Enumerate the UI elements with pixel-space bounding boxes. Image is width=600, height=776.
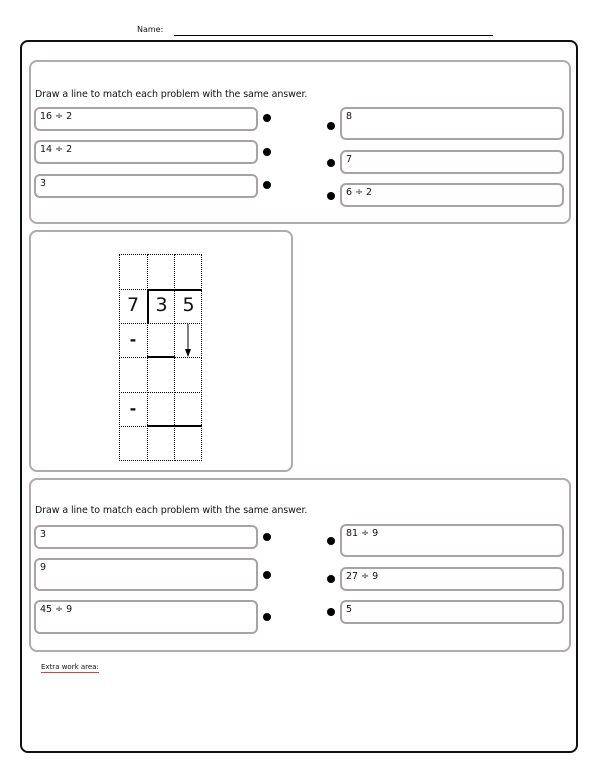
dividend-digit-2: 5 — [182, 294, 195, 316]
grid-cell[interactable] — [174, 254, 202, 290]
answer-box-right-4: 81 ÷ 9 — [340, 524, 564, 557]
left-match-dot-4[interactable] — [263, 533, 271, 541]
subtract-sign-2: - — [129, 399, 137, 418]
left-match-dot-3[interactable] — [263, 181, 271, 189]
grid-cell[interactable] — [119, 357, 148, 393]
dividend-digit-1: 3 — [155, 294, 168, 316]
answer-box-right-1: 8 — [340, 107, 564, 140]
divisor: 7 — [126, 294, 140, 316]
problem-box-left-6: 45 ÷ 9 — [34, 600, 258, 634]
grid-cell[interactable] — [174, 357, 202, 393]
right-match-dot-3[interactable] — [327, 192, 335, 200]
grid-cell[interactable] — [174, 392, 202, 427]
problem-box-left-4: 3 — [34, 525, 258, 549]
bring-down-arrow-icon — [182, 323, 194, 359]
grid-cell[interactable] — [147, 357, 175, 393]
grid-cell[interactable] — [174, 426, 202, 461]
extra-work-area-label: Extra work area: — [41, 663, 99, 671]
problem-box-left-5: 9 — [34, 558, 258, 591]
problem-box-left-2: 14 ÷ 2 — [34, 140, 258, 164]
name-input-line[interactable] — [174, 35, 493, 36]
subtraction-line-1 — [147, 356, 175, 358]
answer-box-right-5: 27 ÷ 9 — [340, 567, 564, 591]
right-match-dot-2[interactable] — [327, 159, 335, 167]
grid-cell[interactable] — [119, 426, 148, 461]
left-match-dot-6[interactable] — [263, 613, 271, 621]
name-label: Name: — [137, 25, 164, 34]
grid-cell[interactable] — [147, 254, 175, 290]
instruction-2: Draw a line to match each problem with the same answer. — [35, 505, 308, 516]
answer-box-right-3: 6 ÷ 2 — [340, 183, 564, 207]
left-match-dot-5[interactable] — [263, 571, 271, 579]
instruction-1: Draw a line to match each problem with the same answer. — [35, 89, 308, 100]
subtract-sign-1: - — [129, 330, 137, 349]
right-match-dot-1[interactable] — [327, 122, 335, 130]
left-match-dot-1[interactable] — [263, 114, 271, 122]
problem-box-left-3: 3 — [34, 174, 258, 198]
problem-box-left-1: 16 ÷ 2 — [34, 107, 258, 131]
grid-cell[interactable] — [119, 254, 148, 290]
right-match-dot-4[interactable] — [327, 537, 335, 545]
division-bar — [147, 289, 202, 291]
grid-cell[interactable] — [147, 323, 175, 358]
right-match-dot-5[interactable] — [327, 575, 335, 583]
subtraction-line-2 — [147, 425, 202, 427]
right-match-dot-6[interactable] — [327, 608, 335, 616]
extra-work-area[interactable] — [30, 675, 570, 745]
left-match-dot-2[interactable] — [263, 148, 271, 156]
grid-cell[interactable] — [147, 426, 175, 461]
answer-box-right-2: 7 — [340, 150, 564, 174]
grid-cell[interactable] — [147, 392, 175, 427]
answer-box-right-6: 5 — [340, 600, 564, 624]
